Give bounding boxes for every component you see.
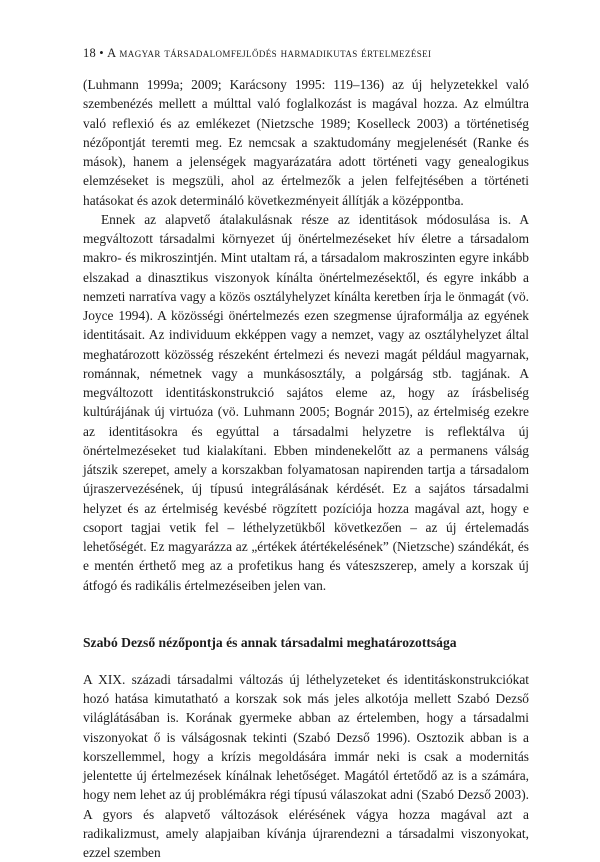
header-separator: • <box>99 46 104 60</box>
book-page <box>83 44 529 862</box>
paragraph: A XIX. századi társadalmi változás új léthelyzeteket és identitáskonstrukciókat hozó hatása kimutatható a korszak sok más jeles alkotója mellett Szabó Dezső világlátásában is. Korának gyermeke abban az értelemben, hogy a társadalmi viszonyokat ő is válságosnak tekinti (Szabó Dezső 1996). Osztozik abban is a korszellemmel, hogy a krízis megoldására immár neki is csak a modernitás jelentette új értelmezések kínálnak lehetőséget. Magától értetődő az is a számára, hogy nem lehet az új problémákra régi típusú válaszokat adni (Szabó Dezső 2003). A gyors és alapvető változások elérésének vágya hozza magával azt a radikalizmust, amely alapjaiban kívánja újrarendezni a társadalmi viszonyokat, ezzel szemben <box>83 671 529 860</box>
main-text <box>83 75 529 862</box>
page-number: 18 <box>83 46 96 60</box>
section-heading: Szabó Dezső nézőpontja és annak társadalmi meghatározottsága <box>83 634 457 650</box>
running-header <box>83 44 529 62</box>
paragraph: (Luhmann 1999a; 2009; Karácsony 1995: 119–136) az új helyzetekkel való szembenézés mellett a múlttal való foglalkozást is magával hozza. Az elmúltra való reflexió és az emlékezet (Nietzsche 1989; Koselleck 2003) a történetiség nézőpontját teremti meg. Ez nemcsak a szaktudomány megjelenését (Ranke és mások), hanem a jelenségek magyarázatára adott történeti vagy genealogikus elemzéseket is megszüli, ahol az értelmezők a jelen felfejtésében a történeti hatásokat és azok determináló következményeit állítják a középpontba. <box>83 77 529 208</box>
running-title: A magyar társadalomfejlődés harmadikutas értelmezései <box>107 46 432 60</box>
paragraph: Ennek az alapvető átalakulásnak része az identitások módosulása is. A megváltozott társadalmi környezet új önértelmezéseket hív életre a társadalom makro- és mikroszintjén. Mint utaltam rá, a társadalom makroszinten egyre inkább elszakad a dinasztikus viszonyok kínálta önértelmezésektől, és egyre inkább a nemzeti narratíva vagy a közös osztályhelyzet kínálta keretben írja le önmagát (vö. Joyce 1994). A közösségi önértelmezés ezen szegmense újraformálja az egyének identitásait. Az individuum ekképpen vagy a nemzet, vagy az osztályhelyzet által meghatározott közösség részeként értelmezi és nevezi magát például magyarnak, románnak, németnek vagy a munkásosztály, a polgárság stb. tagjának. A megváltozott identitáskonstrukció sajátos eleme az, hogy az írásbeliség kultúrájának új virtuóza (vö. Luhmann 2005; Bognár 2015), az értelmiség ezekre az identitásokra és egyúttal a társadalmi helyzetre is reflektálva új önértelmezéseket tud kialakítani. Ebben mindenekelőtt az a permanens válság játszik szerepet, amely a korszakban folyamatosan napirenden tartja a társadalom újraszervezésének, új típusú integrálásának kérdését. Ez a sajátos társadalmi helyzet és az értelmiség kevésbé rögzített pozíciója hozza magával azt, hogy e csoport tagjai vetik fel – léthelyzetükből következően – az új értelemadás lehetőségét. Ez magyarázza az „értékek átértékelésének” (Nietzsche) szándékát, és e mentén érthető meg az a profetikus hang és váteszszerep, amely a korszak új átfogó és radikális értelmezéseiben jelen van. <box>83 211 529 593</box>
